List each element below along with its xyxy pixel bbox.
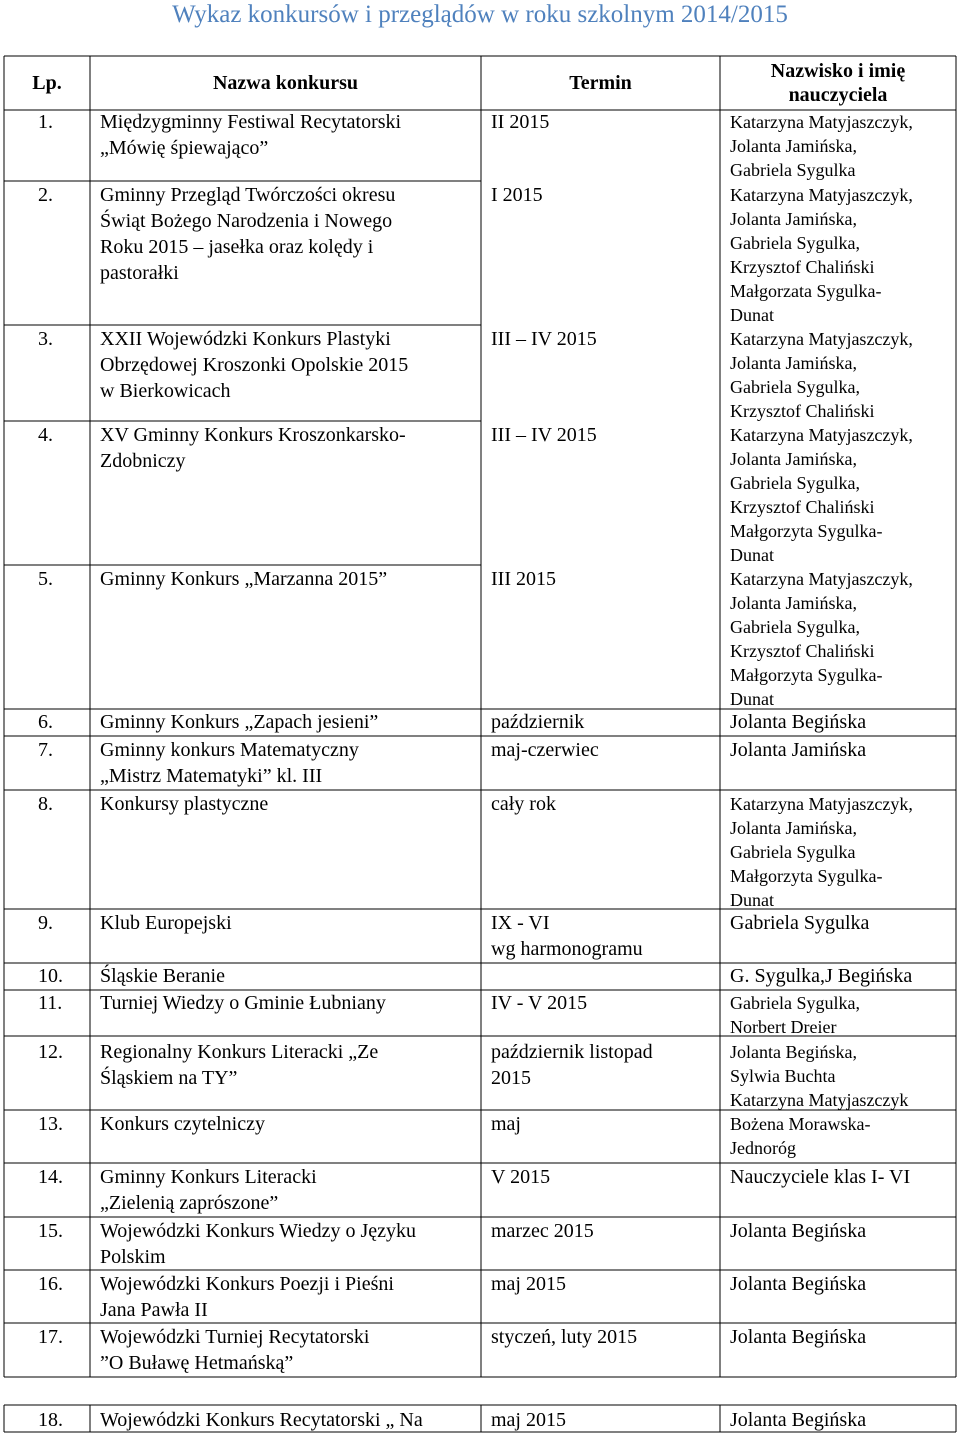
- row-teacher: Dunat: [730, 305, 774, 325]
- row-term: styczeń, luty 2015: [491, 1326, 638, 1348]
- row-name: „Mówię śpiewająco”: [100, 137, 269, 159]
- row-teacher: Gabriela Sygulka,: [730, 473, 860, 493]
- row-name: Konkurs czytelniczy: [100, 1113, 265, 1135]
- row-teacher: Gabriela Sygulka: [730, 912, 870, 934]
- header-teacher: Nazwisko i imię: [770, 60, 906, 82]
- row-term: IV - V 2015: [491, 992, 588, 1014]
- row-teacher: Jolanta Jamińska,: [730, 593, 857, 613]
- row-teacher: Katarzyna Matyjaszczyk,: [730, 329, 913, 349]
- row-teacher: Jolanta Begińska: [730, 1220, 867, 1242]
- row-name: Obrzędowej Kroszonki Opolskie 2015: [100, 354, 409, 376]
- row-lp: 12.: [38, 1041, 63, 1063]
- row-term: maj-czerwiec: [491, 739, 599, 761]
- row-term: październik listopad: [491, 1041, 653, 1063]
- row-teacher: Jolanta Jamińska,: [730, 209, 857, 229]
- row-teacher: Katarzyna Matyjaszczyk,: [730, 569, 913, 589]
- row-name: Śląskie Beranie: [100, 965, 225, 987]
- page-title: Wykaz konkursów i przeglądów w roku szkolnym 2014/2015: [172, 1, 788, 28]
- row-name: „Zielenią zaprószone”: [100, 1192, 279, 1214]
- header-lp: Lp.: [32, 72, 62, 94]
- row-name: Klub Europejski: [100, 912, 232, 934]
- row-teacher: Norbert Dreier: [730, 1017, 837, 1037]
- row-teacher: Małgorzyta Sygulka-: [730, 665, 883, 685]
- row-name: Gminny konkurs Matematyczny: [100, 739, 359, 761]
- row-name: Gminny Przegląd Twórczości okresu: [100, 184, 396, 206]
- row-name: ”O Buławę Hetmańską”: [100, 1352, 294, 1374]
- row-name: Gminny Konkurs Literacki: [100, 1166, 317, 1188]
- row-lp: 6.: [38, 711, 53, 733]
- row-lp: 7.: [38, 739, 53, 761]
- row-teacher: Jolanta Begińska: [730, 1409, 867, 1431]
- row-lp: 3.: [38, 328, 53, 350]
- row-name: Międzygminny Festiwal Recytatorski: [100, 111, 402, 133]
- row-lp: 14.: [38, 1166, 63, 1188]
- row-lp: 18.: [38, 1409, 63, 1431]
- row-name: Turniej Wiedzy o Gminie Łubniany: [100, 992, 386, 1014]
- row-term: maj 2015: [491, 1273, 566, 1295]
- row-lp: 2.: [38, 184, 53, 206]
- row-term: październik: [491, 711, 585, 733]
- row-name: „Mistrz Matematyki” kl. III: [100, 765, 323, 787]
- row-lp: 1.: [38, 111, 53, 133]
- row-term: I 2015: [491, 184, 543, 206]
- row-teacher: Małgorzyta Sygulka-: [730, 521, 883, 541]
- row-teacher: Krzysztof Chaliński: [730, 257, 875, 277]
- header-name: Nazwa konkursu: [212, 72, 359, 94]
- row-term: maj 2015: [491, 1409, 566, 1431]
- row-teacher: Katarzyna Matyjaszczyk,: [730, 425, 913, 445]
- row-name: Wojewódzki Turniej Recytatorski: [100, 1326, 370, 1348]
- row-teacher: Jolanta Begińska: [730, 1273, 867, 1295]
- row-teacher: Jolanta Jamińska,: [730, 818, 857, 838]
- row-teacher: Krzysztof Chaliński: [730, 401, 875, 421]
- row-name: Regionalny Konkurs Literacki „Ze: [100, 1041, 379, 1063]
- row-lp: 17.: [38, 1326, 63, 1348]
- row-teacher: Katarzyna Matyjaszczyk,: [730, 794, 913, 814]
- row-teacher: Gabriela Sygulka,: [730, 377, 860, 397]
- row-lp: 10.: [38, 965, 63, 987]
- row-teacher: Jolanta Begińska: [730, 1326, 867, 1348]
- row-name: Wojewódzki Konkurs Poezji i Pieśni: [100, 1273, 394, 1295]
- row-teacher: Jolanta Jamińska,: [730, 136, 857, 156]
- row-teacher: Gabriela Sygulka: [730, 842, 856, 862]
- row-name: Polskim: [100, 1246, 166, 1268]
- row-term: marzec 2015: [491, 1220, 594, 1242]
- row-teacher: Dunat: [730, 890, 774, 910]
- row-name: Konkursy plastyczne: [100, 793, 269, 815]
- row-term: III 2015: [491, 568, 556, 590]
- row-name: Jana Pawła II: [100, 1299, 208, 1321]
- row-name: Wojewódzki Konkurs Recytatorski „ Na: [100, 1409, 423, 1431]
- row-name: Roku 2015 – jasełka oraz kolędy i: [100, 236, 374, 258]
- row-name: Gminny Konkurs „Marzanna 2015”: [100, 568, 388, 590]
- row-teacher: Gabriela Sygulka,: [730, 993, 860, 1013]
- row-lp: 13.: [38, 1113, 63, 1135]
- row-lp: 11.: [38, 992, 63, 1014]
- row-name: XV Gminny Konkurs Kroszonkarsko-: [100, 424, 406, 446]
- row-term: 2015: [491, 1067, 531, 1089]
- row-teacher: Dunat: [730, 545, 774, 565]
- row-teacher: Gabriela Sygulka,: [730, 617, 860, 637]
- row-term: III – IV 2015: [491, 328, 597, 350]
- row-teacher: Krzysztof Chaliński: [730, 641, 875, 661]
- header-term: Termin: [569, 72, 632, 94]
- row-name: Zdobniczy: [100, 450, 186, 472]
- row-teacher: Gabriela Sygulka: [730, 160, 856, 180]
- row-teacher: Jolanta Jamińska: [730, 739, 867, 761]
- row-term: III – IV 2015: [491, 424, 597, 446]
- row-teacher: Nauczyciele klas I- VI: [730, 1166, 911, 1188]
- row-teacher: Sylwia Buchta: [730, 1066, 836, 1086]
- row-term: IX - VI: [491, 912, 550, 934]
- row-term: cały rok: [491, 793, 556, 815]
- row-lp: 8.: [38, 793, 53, 815]
- row-term: maj: [491, 1113, 521, 1135]
- row-teacher: Jolanta Begińska: [730, 711, 867, 733]
- row-teacher: Jolanta Begińska,: [730, 1042, 857, 1062]
- row-lp: 9.: [38, 912, 53, 934]
- row-term: II 2015: [491, 111, 550, 133]
- row-teacher: Katarzyna Matyjaszczyk: [730, 1090, 909, 1110]
- row-teacher: Małgorzata Sygulka-: [730, 281, 882, 301]
- row-name: w Bierkowicach: [100, 380, 231, 402]
- row-teacher: G. Sygulka,J Begińska: [730, 965, 913, 987]
- row-teacher: Katarzyna Matyjaszczyk,: [730, 185, 913, 205]
- row-teacher: Krzysztof Chaliński: [730, 497, 875, 517]
- row-teacher: Jolanta Jamińska,: [730, 449, 857, 469]
- header-teacher: nauczyciela: [788, 84, 888, 106]
- row-teacher: Jolanta Jamińska,: [730, 353, 857, 373]
- row-teacher: Małgorzyta Sygulka-: [730, 866, 883, 886]
- row-name: pastorałki: [100, 262, 179, 284]
- row-name: Gminny Konkurs „Zapach jesieni”: [100, 711, 379, 733]
- row-lp: 16.: [38, 1273, 63, 1295]
- row-term: V 2015: [491, 1166, 551, 1188]
- row-name: Śląskiem na TY”: [100, 1067, 238, 1089]
- row-term: wg harmonogramu: [491, 938, 643, 960]
- row-teacher: Bożena Morawska-: [730, 1114, 871, 1134]
- row-teacher: Gabriela Sygulka,: [730, 233, 860, 253]
- row-lp: 4.: [38, 424, 53, 446]
- row-teacher: Dunat: [730, 689, 774, 709]
- row-lp: 15.: [38, 1220, 63, 1242]
- row-name: XXII Wojewódzki Konkurs Plastyki: [100, 328, 391, 350]
- row-name: Wojewódzki Konkurs Wiedzy o Języku: [100, 1220, 417, 1242]
- row-teacher: Jednoróg: [730, 1138, 796, 1158]
- row-lp: 5.: [38, 568, 53, 590]
- row-name: Świąt Bożego Narodzenia i Nowego: [100, 210, 393, 232]
- row-teacher: Katarzyna Matyjaszczyk,: [730, 112, 913, 132]
